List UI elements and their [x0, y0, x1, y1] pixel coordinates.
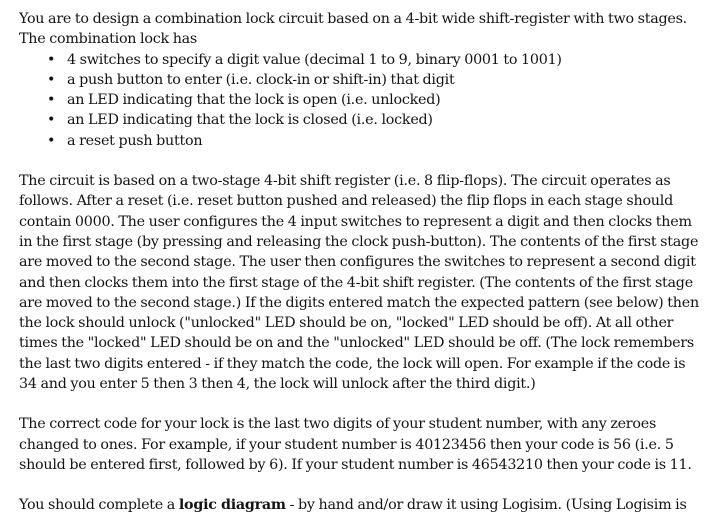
circuit-description-paragraph — [19, 171, 703, 394]
list-item: • an LED indicating that the lock is closed (i.e. locked) — [19, 110, 703, 130]
list-item: • an LED indicating that the lock is open (i.e. unlocked) — [19, 90, 703, 110]
bullet-icon: • — [47, 132, 56, 149]
paragraph-line: times the "locked" LED should be on and the "unlocked" LED should be off. (The lock remembers — [19, 335, 695, 352]
paragraph-line: The circuit is based on a two-stage 4-bit shift register (i.e. 8 flip-flops). The circuit operates as — [19, 173, 671, 190]
intro-line-2: The combination lock has — [19, 31, 198, 48]
paragraph-line: The correct code for your lock is the last two digits of your student number, with any zeroes — [19, 416, 657, 433]
bullet-icon: • — [47, 51, 56, 68]
paragraph-line: follows. After a reset (i.e. reset button pushed and released) the flip flops in each stage should — [19, 193, 673, 210]
bullet-icon: • — [47, 92, 56, 109]
code-rule-paragraph — [19, 414, 703, 475]
bullet-icon: • — [47, 112, 56, 129]
document-body — [19, 9, 703, 516]
intro-line-1: You are to design a combination lock circuit based on a 4-bit wide shift-register with two stages. — [19, 11, 687, 27]
logic-diagram-emphasis: logic diagram — [178, 497, 286, 514]
list-item: • a reset push button — [19, 131, 703, 151]
paragraph-line: changed to ones. For example, if your student number is 40123456 then your code is 56 (i.e. 5 — [19, 436, 674, 453]
paragraph-line: should be entered first, followed by 6). If your student number is 46543210 then your code is 11. — [19, 456, 692, 473]
paragraph-line: are moved to the second stage. The user then configures the switches to represent a second digit — [19, 254, 696, 271]
paragraph-line: in the first stage (by pressing and releasing the clock push-button). The contents of the first stage — [19, 233, 699, 250]
deliverables-paragraph: You should complete a logic diagram - by hand and/or draw it using Logisim. (Using Logisim is — [19, 497, 687, 514]
paragraph-line: and then clocks them into the first stage of the 4-bit shift register. (The contents of the first stage — [19, 274, 693, 291]
list-item: • 4 switches to specify a digit value (decimal 1 to 9, binary 0001 to 1001) — [19, 50, 703, 70]
list-item: • a push button to enter (i.e. clock-in or shift-in) that digit — [19, 70, 703, 90]
paragraph-line: 34 and you enter 5 then 3 then 4, the lock will unlock after the third digit.) — [19, 376, 536, 393]
component-list — [19, 50, 703, 151]
bullet-icon: • — [47, 71, 56, 88]
paragraph-line: the lock should unlock ("unlocked" LED should be on, "locked" LED should be off). At all other — [19, 315, 674, 332]
paragraph-line: the last two digits entered - if they match the code, the lock will open. For example if the code is — [19, 355, 686, 372]
paragraph-line: are moved to the second stage.) If the digits entered match the expected pattern (see below) then — [19, 294, 699, 311]
paragraph-line: contain 0000. The user configures the 4 input switches to represent a digit and then clocks them — [19, 213, 692, 230]
